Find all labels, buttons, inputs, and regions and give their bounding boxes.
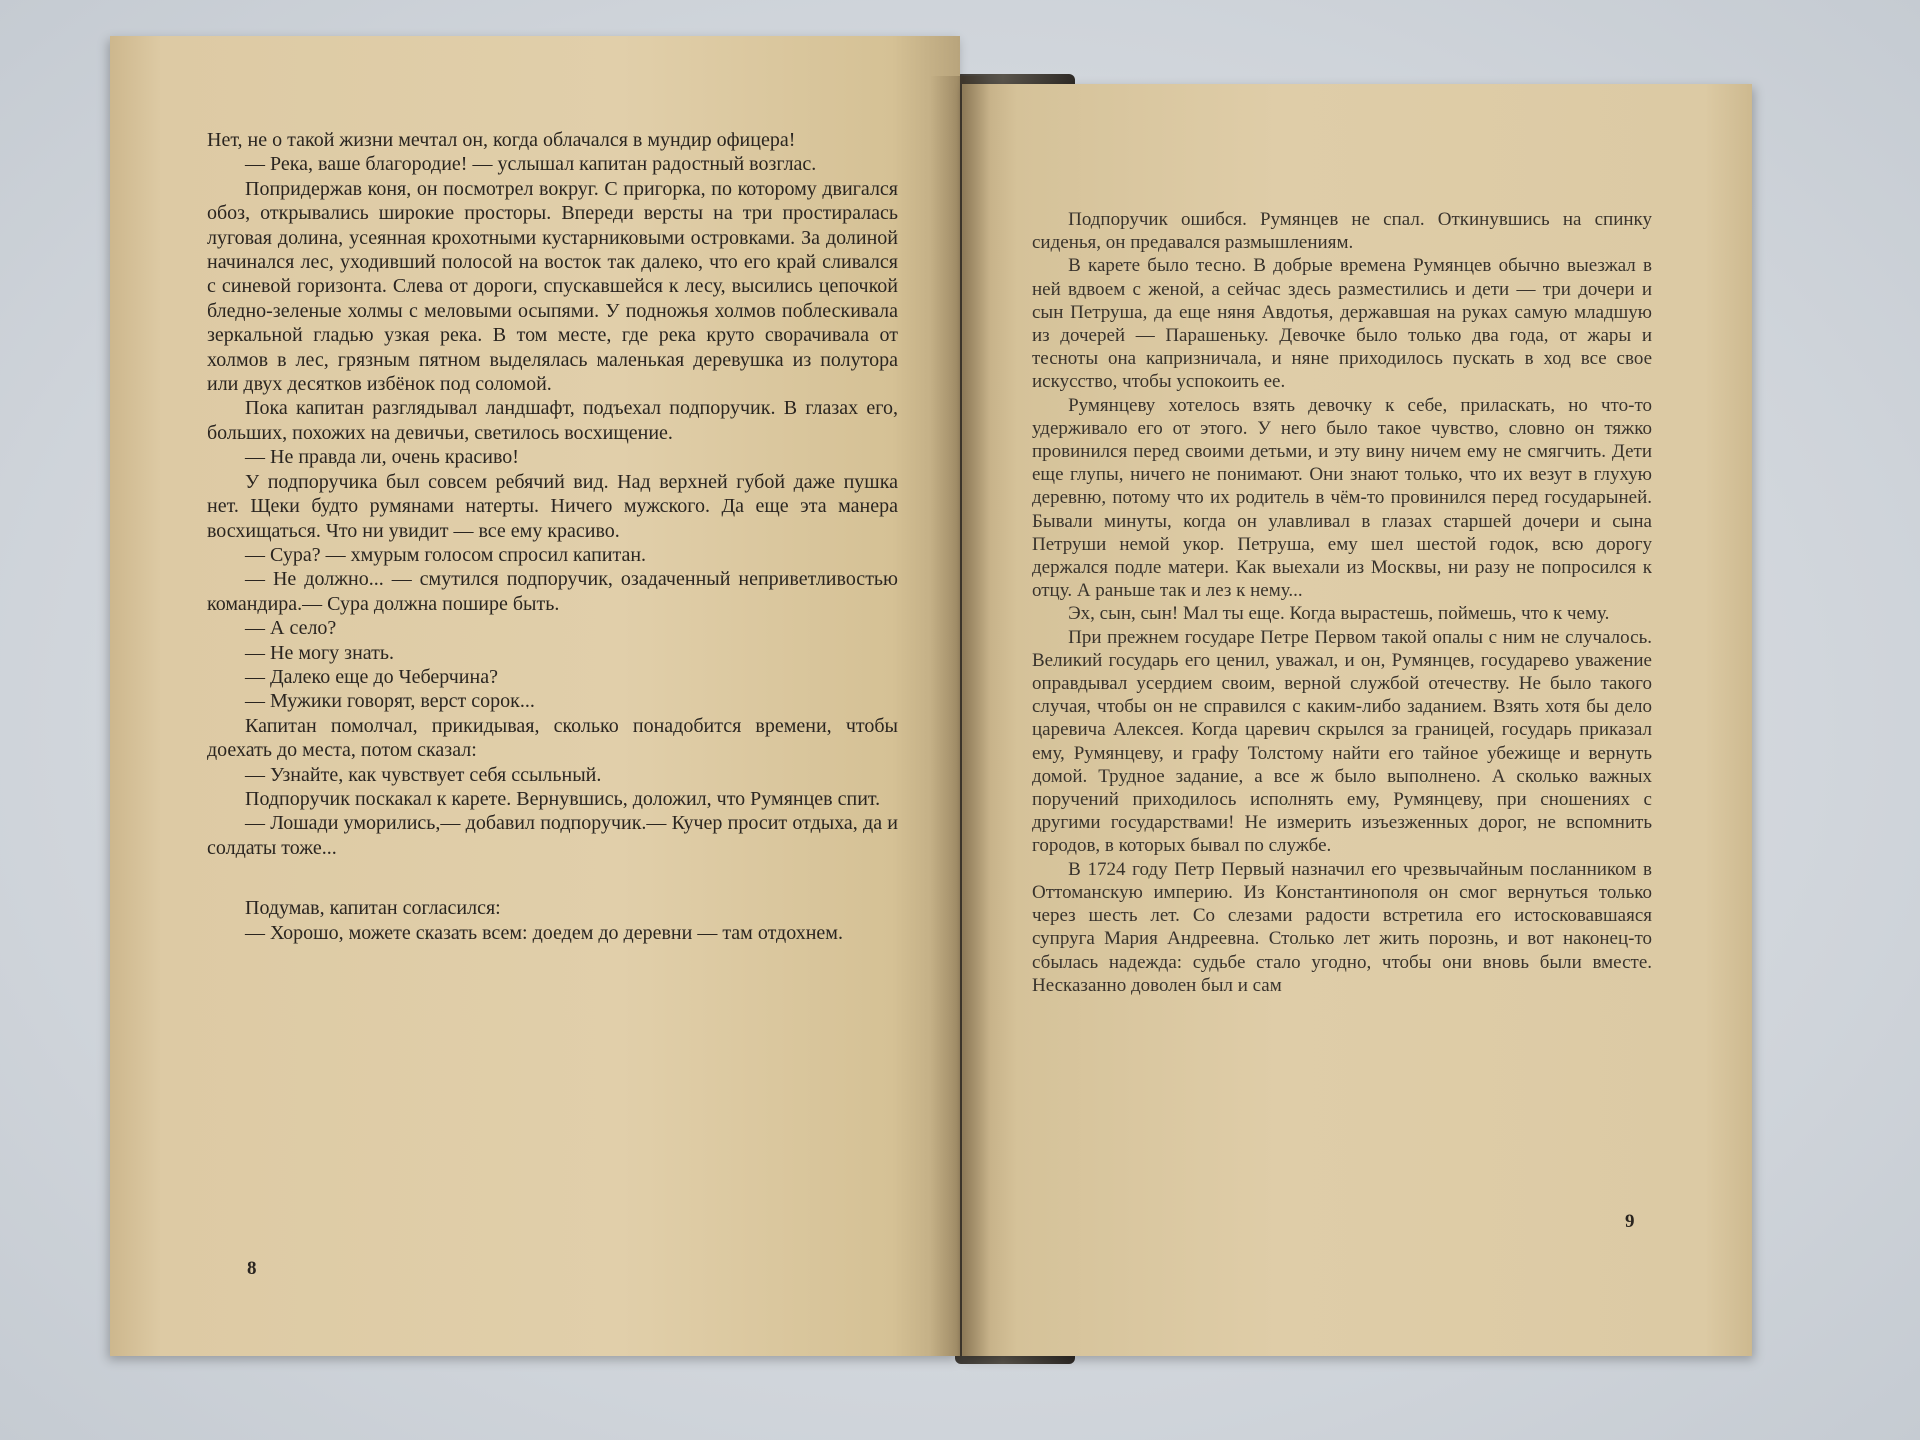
paragraph: — Сура? — хмурым голосом спросил капитан. bbox=[245, 543, 647, 566]
left-page-text bbox=[207, 128, 898, 945]
open-book bbox=[110, 36, 1750, 1362]
paragraph: Подумав, капитан согласился: bbox=[245, 897, 501, 920]
paragraph: — Узнайте, как чувствует себя ссыльный. bbox=[245, 763, 602, 786]
right-page-text bbox=[1032, 208, 1652, 997]
paragraph: — Хорошо, можете сказать всем: доедем до деревни — там отдохнем. bbox=[245, 921, 843, 944]
paragraph: — Не могу знать. bbox=[245, 641, 395, 664]
paragraph: В 1724 году Петр Первый назначил его чрезвычайным посланником в Оттоманскую империю. Из Константинополя он смог вернуться только через шесть лет. Со слезами радости встретила его истосковавшаяся супруга Мария Андреевна. Столько лет жить порознь, и вот наконец-то сбылась надежда: судьбе стало угодно, чтобы они вновь были вместе. Несказанно доволен был и сам bbox=[1032, 858, 1652, 996]
paragraph: У подпоручика был совсем ребячий вид. Над верхней губой даже пушка нет. Щеки будто румянами натерты. Ничего мужского. Да еще эта манера восхищаться. Что ни увидит — все ему красиво. bbox=[207, 470, 898, 542]
paragraph: Пока капитан разглядывал ландшафт, подъехал подпоручик. В глазах его, больших, похожих на девичьи, светилось восхищение. bbox=[207, 397, 898, 444]
right-page bbox=[962, 84, 1752, 1356]
paragraph: — А село? bbox=[245, 617, 337, 640]
page-number-left: 8 bbox=[247, 1258, 257, 1279]
paragraph: Нет, не о такой жизни мечтал он, когда облачался в мундир офицера! bbox=[207, 129, 796, 151]
paragraph: — Не правда ли, очень красиво! bbox=[245, 446, 519, 469]
paragraph: Подпоручик ошибся. Румянцев не спал. Откинувшись на спинку сиденья, он предавался размышлениям. bbox=[1032, 209, 1652, 254]
paragraph: — Река, ваше благородие! — услышал капитан радостный возглас. bbox=[245, 153, 817, 176]
paragraph: Капитан помолчал, прикидывая, сколько понадобится времени, чтобы доехать до места, потом сказал: bbox=[207, 714, 898, 762]
paragraph: — Мужики говорят, верст сорок... bbox=[245, 690, 535, 713]
page-number-right: 9 bbox=[1625, 1211, 1635, 1232]
paragraph: Румянцеву хотелось взять девочку к себе, приласкать, но что-то удерживало его от этого. У него было такое чувство, словно он тяжко провинился перед своими детьми, и эту вину ничем ему не смягчить. Дети еще глупы, ничего не понимают. Они знают только, что их везут в глухую деревню, потому что их родитель в чём-то провинился перед государыней. Бывали минуты, когда он улавливал в глазах старшей дочери и сына Петруши немой укор. Петруша, ему шел шестой годок, всю дорогу держался подле матери. Как выехали из Москвы, ни разу не попросился к отцу. А раньше так и лез к нему... bbox=[1032, 394, 1652, 602]
left-page bbox=[110, 36, 960, 1356]
paragraph: — Далеко еще до Чеберчина? bbox=[245, 665, 498, 688]
paragraph: Подпоручик поскакал к карете. Вернувшись, доложил, что Румянцев спит. bbox=[245, 787, 881, 810]
paragraph: При прежнем государе Петре Первом такой опалы с ним не случалось. Великий государь его ценил, уважал, и он, Румянцев, государево уважение оправдывал усердием своим, верной службой отечеству. Не было такого случая, чтобы он не справился с каким-либо заданием. Взять хотя бы дело царевича Алексея. Когда царевич скрылся за границей, государь приказал ему, Румянцеву, и графу Толстому найти его тайное убежище и вернуть домой. Трудное задание, а все ж было выполнено. А сколько важных поручений приходилось исполнять ему, Румянцеву, при сношениях с другими государствами! Не измерить изъезженных дорог, не вспомнить городов, в которых бывал по службе. bbox=[1032, 626, 1652, 857]
paragraph: — Лошади уморились,— добавил подпоручик.— Кучер просит отдыха, да и солдаты тоже... bbox=[207, 812, 898, 859]
paragraph: Попридержав коня, он посмотрел вокруг. С пригорка, по которому двигался обоз, открывались широкие просторы. Впереди версты на три простиралась луговая долина, усеянная крохотными кустарниковыми островками. За долиной начинался лес, уходивший полосой на восток так далеко, что его край сливался с синевой горизонта. Слева от дороги, спускавшейся к лесу, высились цепочкой бледно-зеленые холмы с меловыми осыпями. У подножья холмов поблескивала зеркальной гладью узкая река. В том месте, где река круто сворачивала от холмов в лес, грязным пятном выделялась маленькая деревушка из полутора или двух десятков избёнок под соломой. bbox=[207, 177, 898, 396]
paragraph: Эх, сын, сын! Мал ты еще. Когда вырастешь, поймешь, что к чему. bbox=[1068, 603, 1610, 625]
paragraph: В карете было тесно. В добрые времена Румянцев обычно выезжал в ней вдвоем с женой, а сейчас здесь разместились и дети — три дочери и сын Петруша, да еще няня Авдотья, державшая на руках самую младшую из дочерей — Парашеньку. Девочке было только два года, от жары и тесноты она капризничала, и няне приходилось пускать в ход все свое искусство, чтобы успокоить ее. bbox=[1032, 255, 1652, 393]
paragraph: — Не должно... — смутился подпоручик, озадаченный неприветливостью командира.— Сура должна пошире быть. bbox=[207, 568, 898, 615]
